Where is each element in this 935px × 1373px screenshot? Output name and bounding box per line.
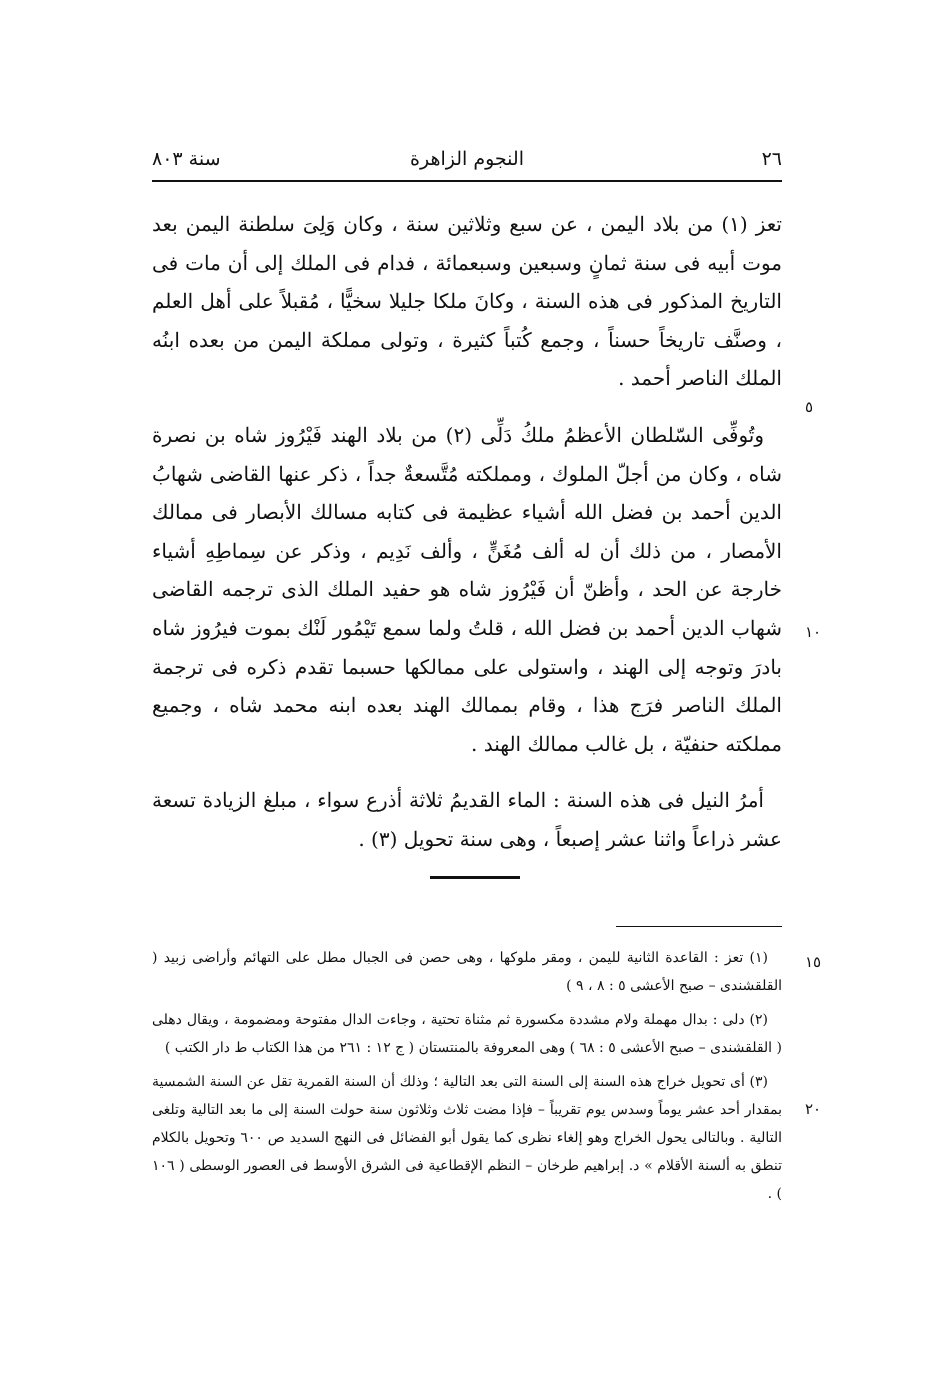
page-number: ٢٦ <box>761 148 782 170</box>
footnotes <box>152 944 782 1214</box>
footnote-2: (٢) دلى : بدال مهملة ولام مشددة مكسورة ثم مثناة تحتية ، وجاءت الدال مفتوحة ومضمومة ، ويقال دهلى ( القلقشندى – صبح الأعشى ٥ : ٦٨ ) وهى المعروفة بالمنتستان ( ج ١٢ : ٢٦١ من هذا الكتاب ط دار الكتب ) <box>152 1012 782 1056</box>
line-number-20: ٢٠ <box>805 1100 822 1118</box>
main-text <box>152 205 782 877</box>
year-label: سنة ٨٠٣ <box>152 148 221 170</box>
line-number-10: ١٠ <box>805 623 822 641</box>
footnote-3: (٣) أى تحويل خراج هذه السنة إلى السنة التى بعد التالية ؛ وذلك أن السنة القمرية تقل عن السنة الشمسية بمقدار أحد عشر يوماً وسدس يوم تقريباً – فإذا مضت ثلاث وثلاثون سنة حولت السنة إلى ما بعد التالية وتلغى التالية . وبالتالى يحول الخراج وهو إلغاء نظرى كما يقول أبو الفضائل فى النهج السديد ص ٦٠٠ وتحويل بالكلام تنطق به ألسنة الأقلام » د. إبراهيم طرخان – النظم الإقطاعية فى الشرق الأوسط فى العصور الوسطى ( ١٠٦ ) . <box>152 1074 782 1202</box>
footnote-rule <box>616 926 782 927</box>
header-rule <box>152 180 782 182</box>
section-divider <box>430 876 520 879</box>
paragraph-nile: أمرُ النيل فى هذه السنة : الماء القديمُ ثلاثة أذرع سواء ، مبلغ الزيادة تسعة عشر ذراعاً واثنا عشر إصبعاً ، وهى سنة تحويل (٣) . <box>152 788 782 851</box>
book-title: النجوم الزاهرة <box>410 148 524 170</box>
paragraph-taiz: تعز (١) من بلاد اليمن ، عن سبع وثلاثين سنة ، وكان وَلِىَ سلطنة اليمن بعد موت أبيه فى سنة ثمانٍ وسبعين وسبعمائة ، فدام فى الملك إلى أن مات فى التاريخ المذكور فى هذه السنة ، وكانَ ملكا جليلا سخيًّا ، مُقبلاً على أهل العلم ، وصنَّف تاريخاً حسناً ، وجمع كُتباً كثيرة ، وتولى مملكة اليمن من بعده ابنُه الملك الناصر أحمد . <box>152 212 782 391</box>
paragraph-delhi: وتُوفِّى السّلطان الأعظمُ ملكُ دَلِّى (٢) من بلاد الهند فَيْرُوز شاه بن نصرة شاه ، وكان من أجلّ الملوك ، ومملكته مُتَّسعةٌ جداً ، ذكر عنها القاضى شهابُ الدين أحمد بن فضل الله أشياء عظيمة فى كتابه مسالك الأبصار فى ممالك الأمصار ، من ذلك أن له ألف مُغَنٍّ ، وألف نَدِيم ، وذكر عن سِماطِهِ أشياء خارجة عن الحد ، وأظنّ أن فَيْرُوز شاه هو حفيد الملك الذى ترجمه القاضى شهاب الدين أحمد بن فضل الله ، قلتُ ولما سمع تَيْمُور لَنْك بموت فيرُوز شاه بادرَ وتوجه إلى الهند ، واستولى على ممالكها حسبما تقدم ذكره فى ترجمة الملك الناصر فرَج هذا ، وقام بممالك الهند بعده ابنه محمد شاه ، وجميع مملكته حنفيّة ، بل غالب ممالك الهند . <box>152 422 782 756</box>
line-number-15: ١٥ <box>805 953 822 971</box>
line-number-5: ٥ <box>805 398 814 416</box>
footnote-1: (١) تعز : القاعدة الثانية لليمن ، ومقر ملوكها ، وهى حصن فى الجبال مطل على التهائم وأراضى زبيد ( القلقشندى – صبح الأعشى ٥ : ٨ ، ٩ ) <box>152 950 782 994</box>
running-header <box>152 148 782 178</box>
